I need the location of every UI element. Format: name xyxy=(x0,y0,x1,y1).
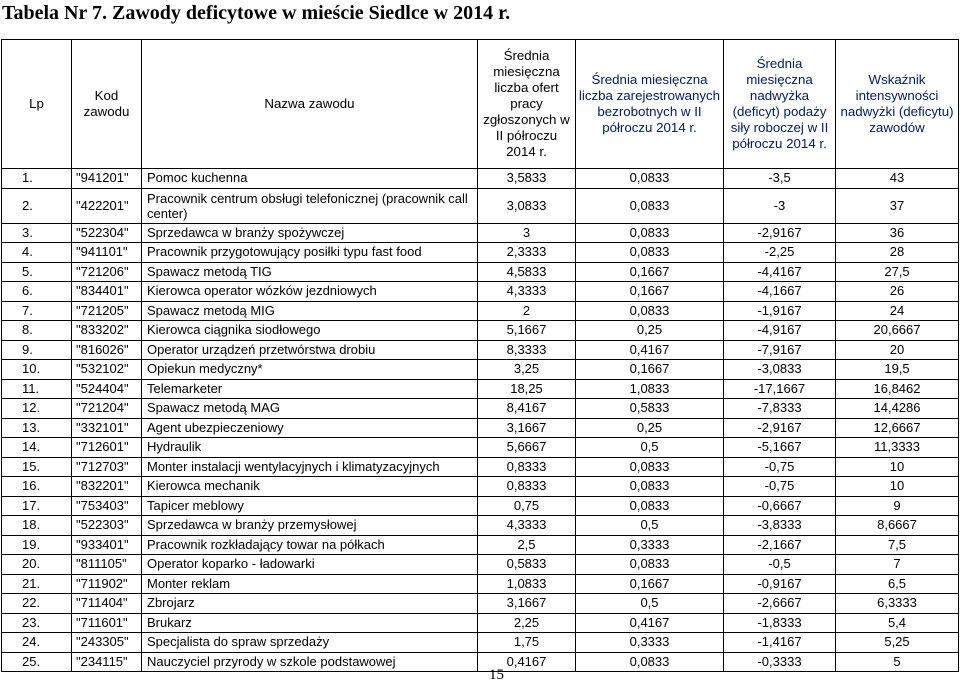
table-row xyxy=(2,321,959,341)
row-wskaznik: 16,8462 xyxy=(836,379,959,399)
table-row xyxy=(2,457,959,477)
row-nadwyzka: -2,25 xyxy=(724,243,836,263)
row-bezrobotni: 1,0833 xyxy=(576,379,724,399)
row-bezrobotni: 0,0833 xyxy=(576,243,724,263)
row-oferty: 2 xyxy=(478,301,576,321)
row-nadwyzka: -0,3333 xyxy=(724,652,836,672)
row-bezrobotni: 0,5833 xyxy=(576,399,724,419)
row-kod: "243305" xyxy=(72,633,142,653)
row-lp: 23. xyxy=(2,613,72,633)
row-wskaznik: 11,3333 xyxy=(836,438,959,458)
row-oferty: 5,6667 xyxy=(478,438,576,458)
row-kod: "711601" xyxy=(72,613,142,633)
table-row xyxy=(2,399,959,419)
table-row xyxy=(2,282,959,302)
row-bezrobotni: 0,0833 xyxy=(576,169,724,189)
row-bezrobotni: 0,0833 xyxy=(576,496,724,516)
row-nazwa: Sprzedawca w branży spożywczej xyxy=(142,223,478,243)
row-nazwa: Agent ubezpieczeniowy xyxy=(142,418,478,438)
table-row xyxy=(2,188,959,223)
row-wskaznik: 9 xyxy=(836,496,959,516)
row-lp: 10. xyxy=(2,360,72,380)
row-wskaznik: 7 xyxy=(836,555,959,575)
row-kod: "711404" xyxy=(72,594,142,614)
row-wskaznik: 5 xyxy=(836,652,959,672)
row-bezrobotni: 0,3333 xyxy=(576,535,724,555)
row-nazwa: Monter reklam xyxy=(142,574,478,594)
header-lp: Lp xyxy=(2,40,72,169)
row-nadwyzka: -4,1667 xyxy=(724,282,836,302)
row-nazwa: Opiekun medyczny* xyxy=(142,360,478,380)
row-nadwyzka: -1,8333 xyxy=(724,613,836,633)
table-row xyxy=(2,477,959,497)
row-nazwa: Hydraulik xyxy=(142,438,478,458)
table-row xyxy=(2,574,959,594)
row-oferty: 3 xyxy=(478,223,576,243)
row-bezrobotni: 0,5 xyxy=(576,594,724,614)
row-kod: "832201" xyxy=(72,477,142,497)
row-wskaznik: 36 xyxy=(836,223,959,243)
row-lp: 16. xyxy=(2,477,72,497)
table-row xyxy=(2,169,959,189)
row-bezrobotni: 0,0833 xyxy=(576,555,724,575)
row-wskaznik: 5,25 xyxy=(836,633,959,653)
row-nadwyzka: -3,8333 xyxy=(724,516,836,536)
table-row xyxy=(2,555,959,575)
table-row xyxy=(2,340,959,360)
deficit-occupations-table xyxy=(1,39,959,672)
row-oferty: 2,5 xyxy=(478,535,576,555)
row-wskaznik: 28 xyxy=(836,243,959,263)
row-bezrobotni: 0,0833 xyxy=(576,188,724,223)
row-nadwyzka: -1,9167 xyxy=(724,301,836,321)
row-lp: 4. xyxy=(2,243,72,263)
table-row xyxy=(2,418,959,438)
row-lp: 5. xyxy=(2,262,72,282)
row-nazwa: Kierowca mechanik xyxy=(142,477,478,497)
row-bezrobotni: 0,1667 xyxy=(576,574,724,594)
row-lp: 3. xyxy=(2,223,72,243)
row-lp: 22. xyxy=(2,594,72,614)
row-oferty: 0,8333 xyxy=(478,477,576,497)
row-kod: "422201" xyxy=(72,188,142,223)
row-nadwyzka: -7,9167 xyxy=(724,340,836,360)
header-kod: Kod zawodu xyxy=(72,40,142,169)
row-wskaznik: 8,6667 xyxy=(836,516,959,536)
row-oferty: 3,1667 xyxy=(478,418,576,438)
row-nazwa: Spawacz metodą MIG xyxy=(142,301,478,321)
row-wskaznik: 24 xyxy=(836,301,959,321)
row-lp: 21. xyxy=(2,574,72,594)
row-kod: "524404" xyxy=(72,379,142,399)
row-kod: "721204" xyxy=(72,399,142,419)
row-nadwyzka: -2,9167 xyxy=(724,223,836,243)
row-kod: "522303" xyxy=(72,516,142,536)
row-bezrobotni: 0,25 xyxy=(576,418,724,438)
table-row xyxy=(2,633,959,653)
header-nazwa: Nazwa zawodu xyxy=(142,40,478,169)
table-row xyxy=(2,516,959,536)
row-oferty: 0,4167 xyxy=(478,652,576,672)
row-oferty: 3,25 xyxy=(478,360,576,380)
row-kod: "712601" xyxy=(72,438,142,458)
table-row xyxy=(2,438,959,458)
row-wskaznik: 5,4 xyxy=(836,613,959,633)
row-nazwa: Spawacz metodą MAG xyxy=(142,399,478,419)
row-nazwa: Pracownik centrum obsługi telefonicznej (pracownik call center) xyxy=(142,188,478,223)
row-nadwyzka: -1,4167 xyxy=(724,633,836,653)
row-oferty: 0,8333 xyxy=(478,457,576,477)
table-row xyxy=(2,379,959,399)
row-oferty: 0,75 xyxy=(478,496,576,516)
row-nazwa: Pracownik rozkładający towar na półkach xyxy=(142,535,478,555)
row-nazwa: Pracownik przygotowujący posiłki typu fast food xyxy=(142,243,478,263)
row-bezrobotni: 0,1667 xyxy=(576,282,724,302)
row-bezrobotni: 0,1667 xyxy=(576,262,724,282)
row-lp: 15. xyxy=(2,457,72,477)
row-bezrobotni: 0,5 xyxy=(576,516,724,536)
row-nadwyzka: -0,5 xyxy=(724,555,836,575)
row-wskaznik: 19,5 xyxy=(836,360,959,380)
row-kod: "522304" xyxy=(72,223,142,243)
row-nazwa: Operator urządzeń przetwórstwa drobiu xyxy=(142,340,478,360)
row-lp: 2. xyxy=(2,188,72,223)
row-kod: "234115" xyxy=(72,652,142,672)
row-bezrobotni: 0,5 xyxy=(576,438,724,458)
table-row xyxy=(2,496,959,516)
table-title: Tabela Nr 7. Zawody deficytowe w mieście Siedlce w 2014 r. xyxy=(2,2,511,24)
row-kod: "941201" xyxy=(72,169,142,189)
row-nazwa: Nauczyciel przyrody w szkole podstawowej xyxy=(142,652,478,672)
row-lp: 25. xyxy=(2,652,72,672)
row-lp: 8. xyxy=(2,321,72,341)
row-nadwyzka: -17,1667 xyxy=(724,379,836,399)
header-oferty: Średnia miesięczna liczba ofert pracy zgłoszonych w II półroczu 2014 r. xyxy=(478,40,576,169)
row-oferty: 1,75 xyxy=(478,633,576,653)
row-nazwa: Tapicer meblowy xyxy=(142,496,478,516)
row-kod: "941101" xyxy=(72,243,142,263)
row-nazwa: Operator koparko - ładowarki xyxy=(142,555,478,575)
row-nazwa: Pomoc kuchenna xyxy=(142,169,478,189)
row-wskaznik: 26 xyxy=(836,282,959,302)
row-oferty: 0,5833 xyxy=(478,555,576,575)
row-oferty: 3,1667 xyxy=(478,594,576,614)
row-nazwa: Monter instalacji wentylacyjnych i klimatyzacyjnych xyxy=(142,457,478,477)
row-lp: 12. xyxy=(2,399,72,419)
page-number: 15 xyxy=(489,667,504,683)
row-kod: "753403" xyxy=(72,496,142,516)
row-nadwyzka: -7,8333 xyxy=(724,399,836,419)
row-oferty: 3,0833 xyxy=(478,188,576,223)
row-nazwa: Kierowca ciągnika siodłowego xyxy=(142,321,478,341)
header-row xyxy=(2,40,959,169)
row-nadwyzka: -2,9167 xyxy=(724,418,836,438)
row-nadwyzka: -3 xyxy=(724,188,836,223)
header-nadwyzka: Średnia miesięczna nadwyżka (deficyt) podaży siły roboczej w II półroczu 2014 r. xyxy=(724,40,836,169)
row-oferty: 4,3333 xyxy=(478,282,576,302)
row-kod: "933401" xyxy=(72,535,142,555)
row-kod: "332101" xyxy=(72,418,142,438)
row-nazwa: Zbrojarz xyxy=(142,594,478,614)
row-bezrobotni: 0,0833 xyxy=(576,652,724,672)
row-nadwyzka: -4,4167 xyxy=(724,262,836,282)
row-nadwyzka: -2,1667 xyxy=(724,535,836,555)
row-wskaznik: 7,5 xyxy=(836,535,959,555)
row-oferty: 8,4167 xyxy=(478,399,576,419)
table-row xyxy=(2,223,959,243)
row-wskaznik: 43 xyxy=(836,169,959,189)
row-bezrobotni: 0,0833 xyxy=(576,223,724,243)
header-bezrobotni: Średnia miesięczna liczba zarejestrowanych bezrobotnych w II półroczu 2014 r. xyxy=(576,40,724,169)
row-wskaznik: 6,3333 xyxy=(836,594,959,614)
row-kod: "711902" xyxy=(72,574,142,594)
row-kod: "721205" xyxy=(72,301,142,321)
row-nadwyzka: -4,9167 xyxy=(724,321,836,341)
row-bezrobotni: 0,3333 xyxy=(576,633,724,653)
row-oferty: 2,25 xyxy=(478,613,576,633)
row-nazwa: Telemarketer xyxy=(142,379,478,399)
row-lp: 19. xyxy=(2,535,72,555)
row-bezrobotni: 0,4167 xyxy=(576,340,724,360)
row-wskaznik: 10 xyxy=(836,477,959,497)
row-bezrobotni: 0,1667 xyxy=(576,360,724,380)
row-nadwyzka: -0,6667 xyxy=(724,496,836,516)
row-bezrobotni: 0,0833 xyxy=(576,301,724,321)
row-wskaznik: 12,6667 xyxy=(836,418,959,438)
row-bezrobotni: 0,0833 xyxy=(576,457,724,477)
row-kod: "532102" xyxy=(72,360,142,380)
header-wskaznik: Wskaźnik intensywności nadwyżki (deficytu) zawodów xyxy=(836,40,959,169)
row-wskaznik: 37 xyxy=(836,188,959,223)
row-oferty: 4,5833 xyxy=(478,262,576,282)
row-nazwa: Spawacz metodą TIG xyxy=(142,262,478,282)
table-row xyxy=(2,652,959,672)
row-wskaznik: 20 xyxy=(836,340,959,360)
row-wskaznik: 20,6667 xyxy=(836,321,959,341)
row-nazwa: Specjalista do spraw sprzedaży xyxy=(142,633,478,653)
row-kod: "834401" xyxy=(72,282,142,302)
row-lp: 9. xyxy=(2,340,72,360)
row-kod: "712703" xyxy=(72,457,142,477)
table-row xyxy=(2,594,959,614)
row-kod: "816026" xyxy=(72,340,142,360)
table-row xyxy=(2,301,959,321)
row-lp: 20. xyxy=(2,555,72,575)
row-lp: 1. xyxy=(2,169,72,189)
row-nazwa: Kierowca operator wózków jezdniowych xyxy=(142,282,478,302)
row-wskaznik: 27,5 xyxy=(836,262,959,282)
row-oferty: 2,3333 xyxy=(478,243,576,263)
row-bezrobotni: 0,25 xyxy=(576,321,724,341)
row-kod: "833202" xyxy=(72,321,142,341)
row-wskaznik: 10 xyxy=(836,457,959,477)
row-oferty: 1,0833 xyxy=(478,574,576,594)
table-row xyxy=(2,535,959,555)
row-lp: 13. xyxy=(2,418,72,438)
row-lp: 6. xyxy=(2,282,72,302)
row-nazwa: Sprzedawca w branży przemysłowej xyxy=(142,516,478,536)
row-oferty: 8,3333 xyxy=(478,340,576,360)
row-bezrobotni: 0,0833 xyxy=(576,477,724,497)
row-nadwyzka: -5,1667 xyxy=(724,438,836,458)
row-kod: "811105" xyxy=(72,555,142,575)
row-lp: 14. xyxy=(2,438,72,458)
row-bezrobotni: 0,4167 xyxy=(576,613,724,633)
row-lp: 18. xyxy=(2,516,72,536)
row-nadwyzka: -0,75 xyxy=(724,477,836,497)
table-row xyxy=(2,613,959,633)
row-oferty: 5,1667 xyxy=(478,321,576,341)
row-nadwyzka: -0,75 xyxy=(724,457,836,477)
table-row xyxy=(2,262,959,282)
row-nadwyzka: -3,0833 xyxy=(724,360,836,380)
row-oferty: 4,3333 xyxy=(478,516,576,536)
row-nadwyzka: -0,9167 xyxy=(724,574,836,594)
table-row xyxy=(2,360,959,380)
row-lp: 7. xyxy=(2,301,72,321)
row-nadwyzka: -3,5 xyxy=(724,169,836,189)
row-oferty: 3,5833 xyxy=(478,169,576,189)
row-kod: "721206" xyxy=(72,262,142,282)
row-nadwyzka: -2,6667 xyxy=(724,594,836,614)
table-row xyxy=(2,243,959,263)
row-lp: 17. xyxy=(2,496,72,516)
row-lp: 11. xyxy=(2,379,72,399)
row-oferty: 18,25 xyxy=(478,379,576,399)
row-nazwa: Brukarz xyxy=(142,613,478,633)
row-lp: 24. xyxy=(2,633,72,653)
table-body xyxy=(2,169,959,672)
row-wskaznik: 14,4286 xyxy=(836,399,959,419)
row-wskaznik: 6,5 xyxy=(836,574,959,594)
